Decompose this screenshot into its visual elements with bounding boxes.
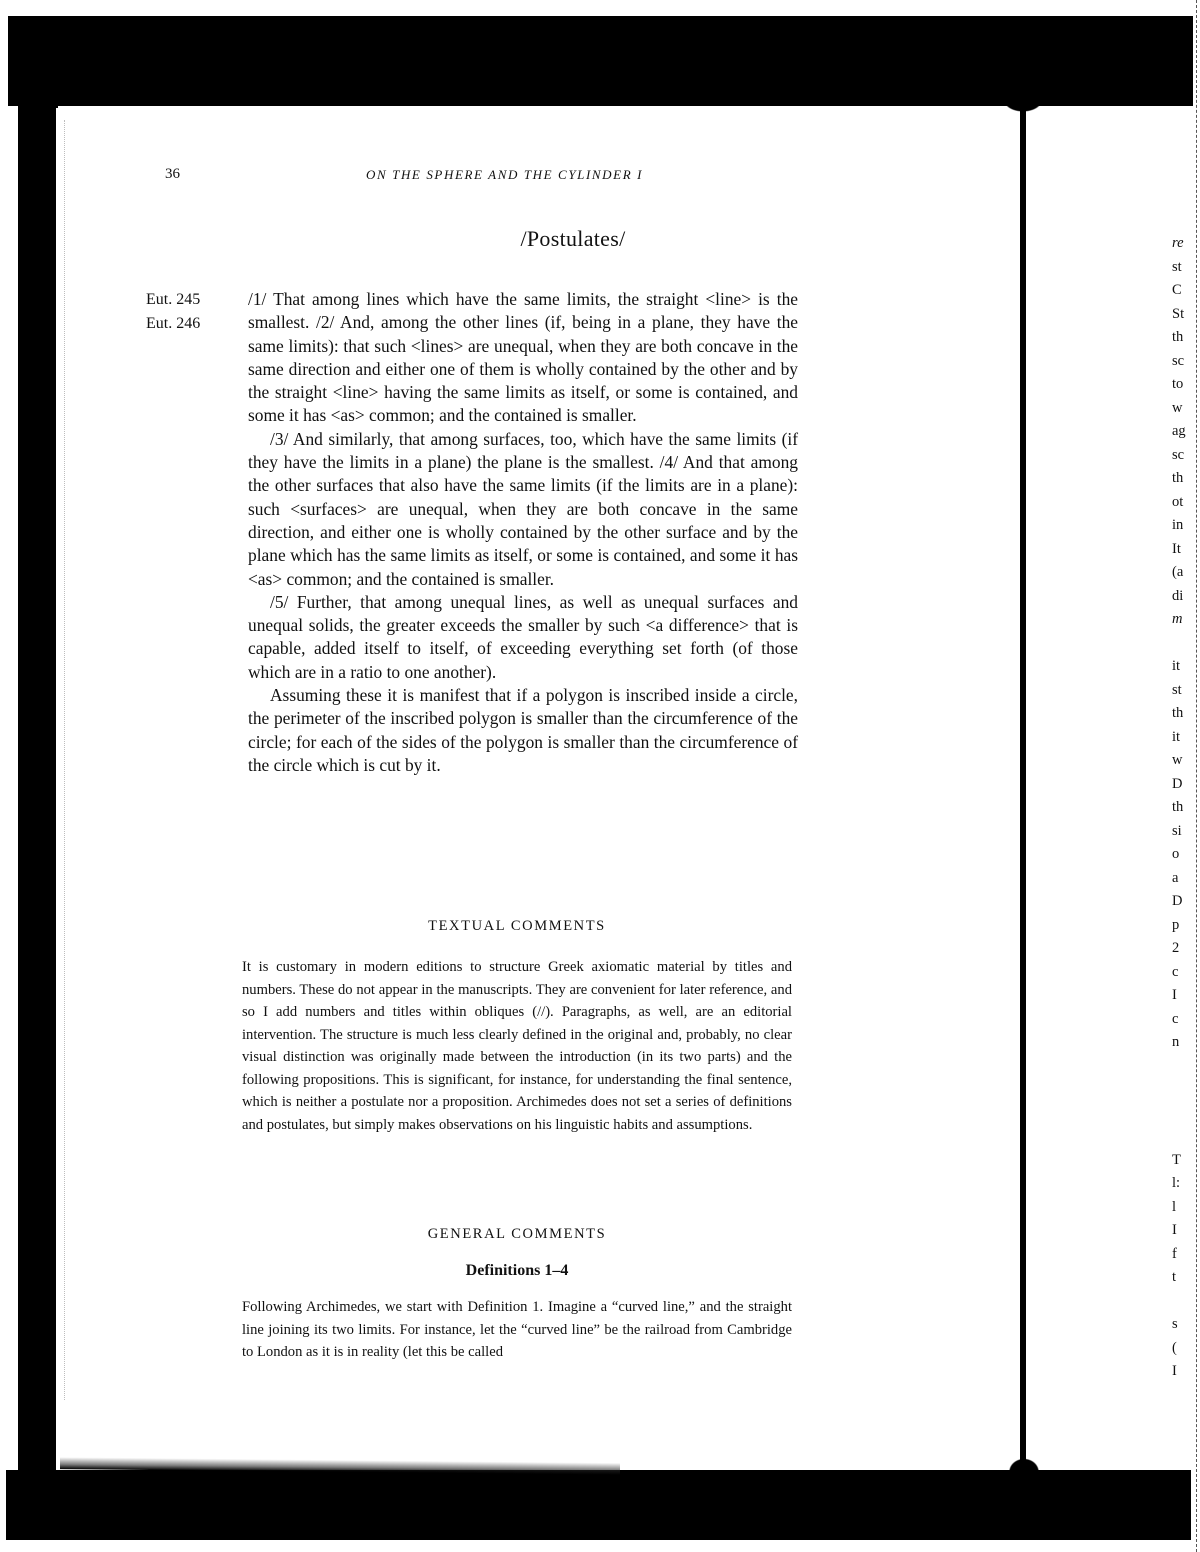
running-title: ON THE SPHERE AND THE CYLINDER I: [366, 167, 644, 182]
textual-comments-paragraph: It is customary in modern editions to structure Greek axiomatic material by titles and numbers. These do not appear in the manuscripts. They are convenient for later reference, and so I add numbers and titles within obliques (//). Paragraphs, as well, are an editorial intervention. The structure is much less clearly defined in the original and, probably, no clear visual distinction was originally made between the introduction (in its two parts) and the following propositions. This is significant, for instance, for understanding the final sentence, which is neither a postulate nor a proposition. Archimedes does not set a series of definitions and postulates, but simply makes observations on his linguistic habits and assumptions.: [242, 959, 792, 1133]
adjacent-line-fragment: I: [1172, 987, 1177, 1003]
adjacent-line-fragment: st: [1172, 258, 1182, 275]
adjacent-line-fragment: (: [1172, 1339, 1177, 1356]
adjacent-line-fragment: [1172, 1102, 1194, 1126]
adjacent-line-fragment: th: [1172, 799, 1184, 815]
adjacent-line-fragment: C: [1172, 282, 1182, 298]
page-number: 36: [165, 166, 180, 182]
scan-border-top: [8, 16, 1193, 106]
closing-paragraph: Assuming these it is manifest that if a polygon is inscribed inside a circle, the perimeter of the inscribed polygon is smaller than the circumference of the circle; for each of the sides of the polygon is smaller than the circumference of the circle which is cut by it.: [248, 685, 798, 775]
margin-notes: [146, 288, 200, 335]
postulate-paragraph-5: /5/ Further, that among unequal lines, as well as unequal surfaces and unequal solids, the greater exceeds the smaller by such <a difference> that is capable, added itself to itself, of exceeding everything set forth (of those which are in a ratio to one another).: [248, 591, 798, 682]
book-gutter: [1020, 104, 1026, 1470]
adjacent-line-fragment: T: [1172, 1151, 1181, 1168]
adjacent-line-fragment: w: [1172, 399, 1183, 416]
adjacent-line-fragment: c: [1172, 963, 1179, 980]
adjacent-line-fragment: n: [1172, 1034, 1180, 1050]
adjacent-line-fragment: p: [1172, 916, 1180, 933]
adjacent-line-fragment: it: [1172, 658, 1181, 674]
adjacent-line-fragment: th: [1172, 329, 1184, 345]
adjacent-line-fragment: D: [1172, 893, 1183, 909]
adjacent-line-fragment: [1172, 632, 1194, 656]
adjacent-line-fragment: o: [1172, 846, 1180, 862]
adjacent-line-fragment: ag: [1172, 423, 1186, 439]
general-comments-body: [242, 1296, 792, 1364]
adjacent-line-fragment: (a: [1172, 564, 1184, 580]
adjacent-line-fragment: [1172, 1055, 1194, 1079]
adjacent-line-fragment: sc: [1172, 352, 1185, 369]
adjacent-line-fragment: 2: [1172, 940, 1180, 956]
adjacent-line-fragment: [1172, 1290, 1194, 1314]
adjacent-line-fragment: c: [1172, 1010, 1179, 1027]
adjacent-line-fragment: di: [1172, 587, 1184, 604]
section-title: /Postulates/: [520, 226, 626, 251]
adjacent-line-fragment: to: [1172, 376, 1184, 392]
textual-comments-heading: TEXTUAL COMMENTS: [428, 918, 606, 934]
book-page: [60, 106, 1018, 1466]
scan-right-edge: [1196, 0, 1198, 1552]
postulates-text: [248, 288, 798, 777]
adjacent-line-fragment: s: [1172, 1316, 1178, 1332]
adjacent-line-fragment: [1172, 1078, 1194, 1102]
scan-border-left: [18, 16, 56, 1496]
adjacent-line-fragment: l:: [1172, 1175, 1181, 1191]
adjacent-line-fragment: t: [1172, 1269, 1177, 1285]
general-comments-paragraph: Following Archimedes, we start with Definition 1. Imagine a “curved line,” and the straight line joining its two limits. For instance, let the “curved line” be the railroad from Cambridge to London as it is in reality (let this be called: [242, 1299, 792, 1360]
textual-comments-body: [242, 956, 792, 1136]
margin-note: Eut. 246: [146, 314, 201, 332]
definitions-subheading: Definitions 1–4: [465, 1262, 569, 1279]
adjacent-line-fragment: f: [1172, 1245, 1177, 1262]
adjacent-line-fragment: I: [1172, 1363, 1177, 1379]
adjacent-line-fragment: m: [1172, 611, 1183, 627]
general-comments-heading: GENERAL COMMENTS: [427, 1226, 607, 1242]
adjacent-line-fragment: st: [1172, 681, 1182, 698]
adjacent-line-fragment: l: [1172, 1198, 1177, 1215]
running-head: [60, 166, 1018, 190]
adjacent-line-fragment: w: [1172, 752, 1183, 768]
scan-border-bottom: [6, 1470, 1191, 1540]
adjacent-line-fragment: sc: [1172, 446, 1185, 463]
postulate-paragraph-1-2: /1/ That among lines which have the same limits, the straight <line> is the smallest. /2/ And, among the other lines (if, being in a plane, they have the same limits): that such <lines> are unequal, when they are both concave in the same direction and either one of them is wholly contained by the other and by the straight <line> having the same limits as itself, or some is contained, and some it has <as> common; and the contained is smaller.: [248, 289, 798, 426]
adjacent-line-fragment: [1172, 1125, 1194, 1149]
adjacent-page-fragment: [1172, 232, 1194, 1384]
adjacent-line-fragment: a: [1172, 869, 1179, 886]
adjacent-line-fragment: St: [1172, 305, 1185, 322]
adjacent-line-fragment: it: [1172, 728, 1181, 745]
adjacent-line-fragment: I: [1172, 1222, 1177, 1238]
scan-border-left-step: [18, 96, 58, 108]
adjacent-line-fragment: ot: [1172, 493, 1184, 510]
postulate-paragraph-3-4: /3/ And similarly, that among surfaces, too, which have the same limits (if they have the limits in a plane) the plane is the smallest. /4/ And that among the other surfaces that also have the same limits (if the limits are in a plane): such <surfaces> are unequal, when they are both concave in the same direction, and either one is wholly contained by the other surface and by the plane which has the same limits as itself, or some is contained, and some it has <as> common; and the contained is smaller.: [248, 428, 798, 589]
adjacent-line-fragment: in: [1172, 517, 1184, 533]
adjacent-line-fragment: D: [1172, 775, 1183, 792]
margin-note: Eut. 245: [146, 291, 201, 308]
adjacent-line-fragment: re: [1172, 235, 1184, 251]
adjacent-line-fragment: th: [1172, 705, 1184, 721]
adjacent-line-fragment: It: [1172, 540, 1181, 557]
adjacent-line-fragment: th: [1172, 470, 1184, 486]
adjacent-line-fragment: si: [1172, 822, 1182, 839]
